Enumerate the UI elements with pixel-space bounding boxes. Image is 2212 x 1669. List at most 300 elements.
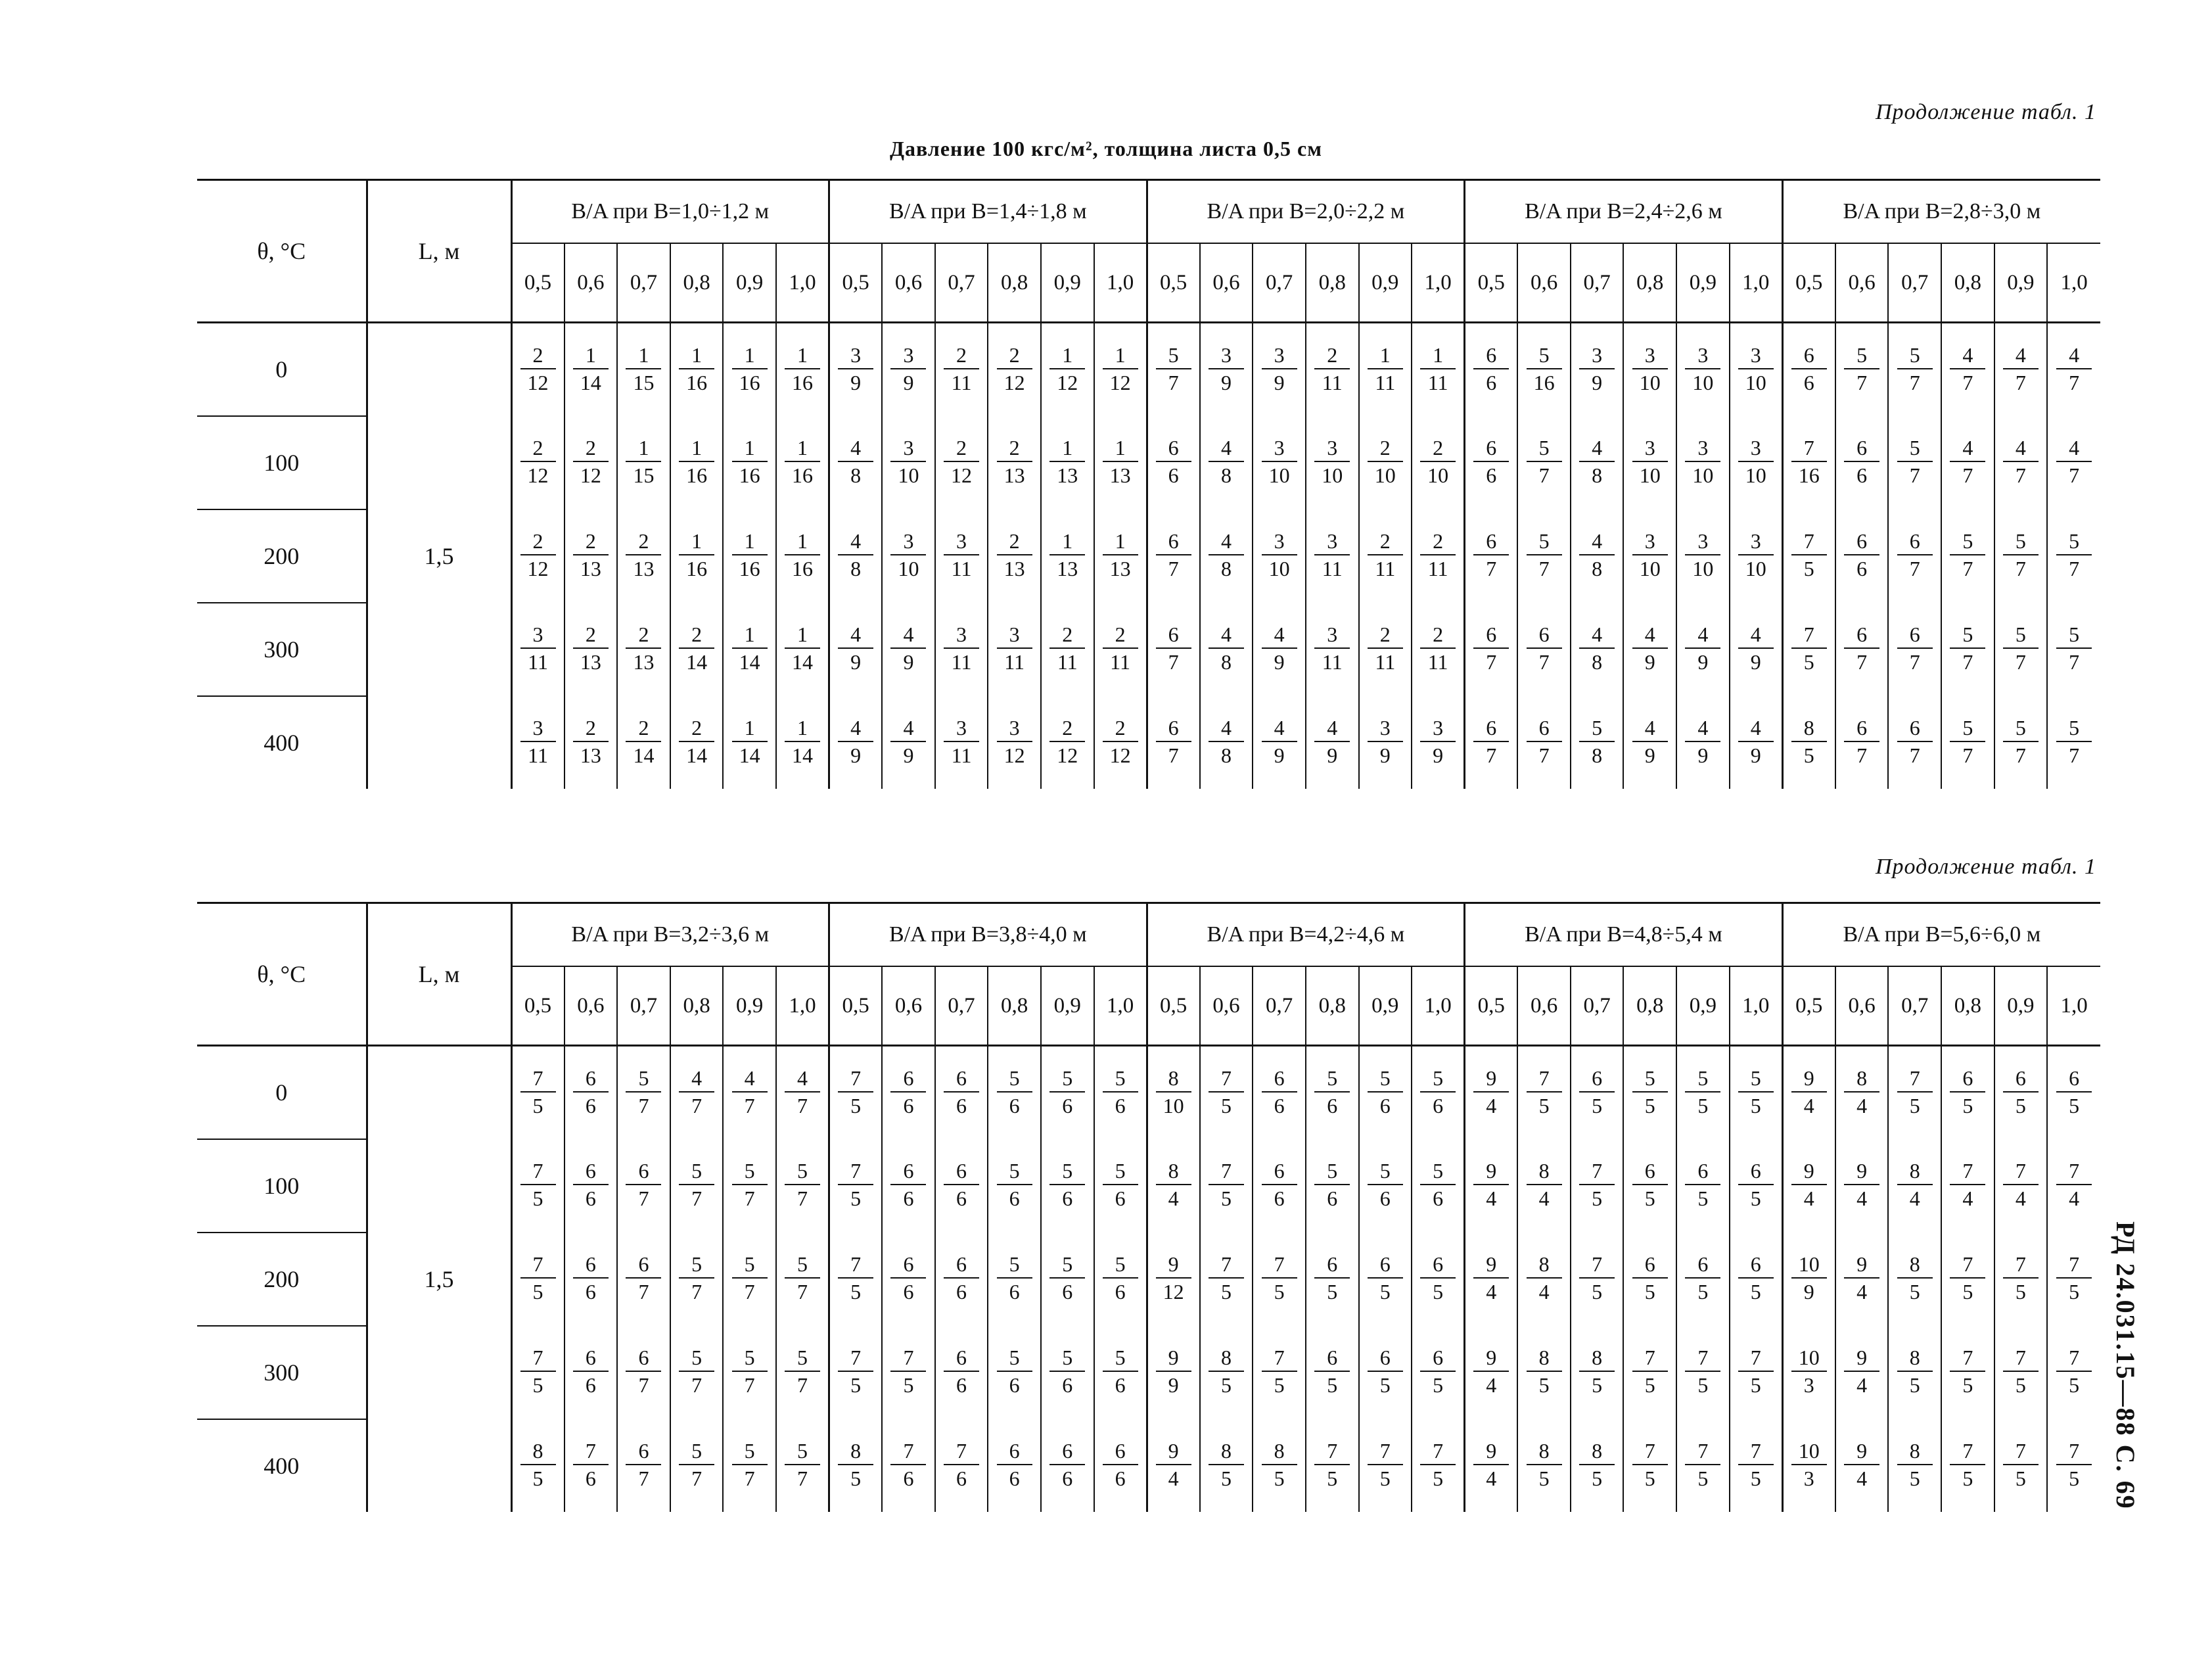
denominator: 6 (585, 1373, 596, 1397)
denominator: 16 (792, 370, 814, 394)
denominator: 5 (1750, 1093, 1761, 1117)
fraction (732, 624, 768, 672)
fraction (2003, 717, 2039, 766)
denominator: 9 (1274, 650, 1285, 674)
denominator: 7 (1856, 370, 1868, 394)
fraction-cell (882, 1419, 935, 1512)
fraction (838, 1068, 873, 1116)
fraction (2003, 1347, 2039, 1396)
fraction-cell (988, 509, 1041, 603)
denominator: 5 (1697, 1280, 1709, 1304)
fraction (520, 1068, 556, 1116)
numerator: 8 (1274, 1438, 1285, 1463)
numerator: 3 (1221, 342, 1232, 367)
denominator: 12 (1003, 743, 1025, 767)
numerator: 7 (850, 1252, 862, 1276)
denominator: 12 (1057, 743, 1078, 767)
fraction-cell (723, 1326, 776, 1419)
ratio-header: 1,0 (1412, 243, 1465, 323)
numerator: 4 (1644, 623, 1655, 646)
denominator: 11 (951, 650, 972, 674)
numerator: 6 (585, 1159, 596, 1183)
fraction-cell (1941, 1233, 1994, 1326)
numerator: 4 (850, 715, 862, 740)
fraction-cell (1253, 1139, 1306, 1233)
denominator: 6 (1009, 1373, 1020, 1397)
denominator: 15 (633, 370, 655, 394)
ratio-header: 0,5 (511, 966, 565, 1046)
fraction-cell (1623, 1046, 1676, 1140)
denominator: 10 (898, 557, 919, 580)
denominator: 10 (1692, 557, 1714, 580)
fraction (1156, 530, 1191, 579)
fraction-cell (935, 603, 988, 696)
fraction-cell (1465, 1419, 1518, 1512)
fraction (838, 1440, 873, 1489)
numerator: 6 (638, 1346, 649, 1369)
fraction-cell (1412, 1233, 1465, 1326)
fraction (1738, 530, 1774, 579)
denominator: 5 (2069, 1093, 2080, 1117)
header-row-groups (197, 180, 2100, 244)
denominator: 16 (686, 370, 708, 394)
fraction (890, 717, 926, 766)
theta-value: 300 (197, 603, 367, 696)
numerator: 5 (1168, 342, 1179, 367)
denominator: 5 (1962, 1373, 1973, 1397)
fraction (1632, 624, 1668, 672)
denominator: 5 (1697, 1373, 1709, 1397)
fraction (1632, 1068, 1668, 1116)
numerator: 8 (1909, 1346, 1920, 1369)
fraction-cell (1676, 1139, 1730, 1233)
fraction-cell (1730, 1419, 1783, 1512)
fraction (1897, 1160, 1933, 1209)
numerator: 7 (1697, 1346, 1709, 1369)
numerator: 3 (1274, 529, 1285, 553)
numerator: 7 (585, 1438, 596, 1463)
numerator: 6 (956, 1066, 967, 1090)
fraction (1103, 437, 1138, 486)
fraction (890, 530, 926, 579)
numerator: 4 (2015, 342, 2026, 367)
denominator: 10 (1163, 1093, 1184, 1117)
denominator: 7 (744, 1187, 755, 1210)
numerator: 8 (1168, 1159, 1179, 1183)
numerator: 6 (585, 1252, 596, 1276)
denominator: 10 (1374, 463, 1396, 487)
fraction (626, 530, 661, 579)
fraction-cell (1994, 1233, 2048, 1326)
numerator: 6 (1379, 1346, 1391, 1369)
denominator: 9 (1750, 743, 1761, 767)
numerator: 7 (2069, 1438, 2080, 1463)
fraction-cell (1094, 1419, 1147, 1512)
numerator: 1 (797, 623, 808, 646)
numerator: 2 (638, 529, 649, 553)
numerator: 7 (2069, 1346, 2080, 1369)
fraction-cell (1147, 1046, 1200, 1140)
fraction (1738, 717, 1774, 766)
fraction (1209, 1160, 1244, 1209)
fraction-cell (1359, 603, 1412, 696)
numerator: 5 (1062, 1066, 1073, 1090)
numerator: 7 (903, 1346, 914, 1369)
numerator: 8 (850, 1438, 862, 1463)
numerator: 3 (1327, 623, 1338, 646)
fraction-cell (1359, 509, 1412, 603)
fraction-cell (617, 1326, 670, 1419)
numerator: 2 (532, 436, 543, 459)
fraction (1685, 1160, 1720, 1209)
theta-value: 400 (264, 730, 300, 756)
denominator: 6 (1327, 1187, 1338, 1210)
numerator: 5 (744, 1159, 755, 1183)
numerator: 10 (1798, 1252, 1820, 1276)
fraction-cell (1888, 323, 1941, 417)
numerator: 8 (1592, 1346, 1603, 1369)
fraction (1209, 1440, 1244, 1489)
fraction (1844, 530, 1879, 579)
fraction-cell (565, 416, 618, 509)
denominator: 7 (691, 1187, 703, 1210)
fraction (1685, 624, 1720, 672)
fraction (2056, 530, 2092, 579)
numerator: 4 (1221, 436, 1232, 459)
fraction (1156, 624, 1191, 672)
denominator: 7 (797, 1466, 808, 1490)
denominator: 6 (1168, 463, 1179, 487)
numerator: 5 (1009, 1159, 1020, 1183)
fraction (2056, 1068, 2092, 1116)
fraction-cell (829, 416, 883, 509)
numerator: 6 (1962, 1066, 1973, 1090)
fraction (1420, 437, 1456, 486)
fraction (1473, 717, 1509, 766)
numerator: 5 (1379, 1159, 1391, 1183)
fraction-cell (1465, 1139, 1518, 1233)
numerator: 7 (1221, 1159, 1232, 1183)
numerator: 7 (2069, 1252, 2080, 1276)
fraction-cell (1676, 603, 1730, 696)
denominator: 11 (1322, 650, 1343, 674)
fraction (1420, 1254, 1456, 1302)
numerator: 4 (2069, 342, 2080, 367)
numerator: 1 (744, 623, 755, 646)
denominator: 5 (1379, 1280, 1391, 1304)
denominator: 5 (1221, 1466, 1232, 1490)
ratio-header: 0,9 (1041, 243, 1094, 323)
numerator: 9 (1486, 1066, 1497, 1090)
group-header: B/A при B=1,0÷1,2 м (511, 180, 829, 244)
fraction (1049, 1254, 1085, 1302)
denominator: 9 (850, 743, 862, 767)
fraction (890, 1068, 926, 1116)
fraction-cell (2047, 1139, 2100, 1233)
denominator: 8 (1592, 650, 1603, 674)
fraction-cell (1253, 1326, 1306, 1419)
fraction (1579, 437, 1615, 486)
fraction-cell (1200, 696, 1253, 789)
numerator: 6 (956, 1252, 967, 1276)
numerator: 5 (1009, 1346, 1020, 1369)
fraction-cell (670, 603, 724, 696)
numerator: 6 (1856, 529, 1868, 553)
fraction (1262, 530, 1297, 579)
fraction (1738, 624, 1774, 672)
numerator: 1 (744, 342, 755, 367)
fraction-cell (1994, 1419, 2048, 1512)
ratio-header: 0,8 (1941, 966, 1994, 1046)
denominator: 12 (951, 463, 973, 487)
fraction (2003, 530, 2039, 579)
numerator: 4 (1592, 623, 1603, 646)
fraction-cell (1306, 416, 1359, 509)
fraction-cell (1730, 1046, 1783, 1140)
numerator: 3 (956, 715, 967, 740)
ratio-header: 0,8 (1623, 243, 1676, 323)
fraction-cell (723, 696, 776, 789)
fraction-cell (1888, 1419, 1941, 1512)
fraction-cell (1730, 1326, 1783, 1419)
numerator: 5 (1538, 529, 1550, 553)
fraction-cell (670, 1233, 724, 1326)
fraction (1049, 1440, 1085, 1489)
numerator: 4 (744, 1066, 755, 1090)
numerator: 5 (1962, 529, 1973, 553)
fraction-cell (511, 323, 565, 417)
fraction-cell (670, 696, 724, 789)
numerator: 5 (1327, 1159, 1338, 1183)
fraction-cell (1147, 696, 1200, 789)
fraction (1209, 1068, 1244, 1116)
theta-value: 200 (197, 1233, 367, 1326)
denominator: 5 (1592, 1373, 1603, 1397)
numerator: 9 (1486, 1346, 1497, 1369)
denominator: 13 (580, 650, 601, 674)
fraction (1103, 1254, 1138, 1302)
group-header: B/A при B=4,2÷4,6 м (1147, 903, 1465, 967)
denominator: 9 (1750, 650, 1761, 674)
numerator: 7 (1274, 1252, 1285, 1276)
numerator: 5 (1115, 1252, 1126, 1276)
ratio-header: 0,7 (1888, 243, 1941, 323)
fraction-cell (1941, 1139, 1994, 1233)
fraction (1262, 344, 1297, 393)
fraction-cell (511, 696, 565, 789)
denominator: 9 (1274, 370, 1285, 394)
denominator: 5 (1592, 1280, 1603, 1304)
fraction (1950, 1440, 1985, 1489)
denominator: 7 (1909, 743, 1920, 767)
numerator: 2 (585, 623, 596, 646)
ratio-header: 0,6 (1517, 966, 1571, 1046)
fraction (838, 624, 873, 672)
fraction-cell (1730, 323, 1783, 417)
fraction-cell (1041, 1139, 1094, 1233)
denominator: 6 (1274, 1093, 1285, 1117)
fraction (573, 717, 609, 766)
ratio-header: 0,7 (1253, 243, 1306, 323)
denominator: 7 (1486, 650, 1497, 674)
fraction-cell (1623, 416, 1676, 509)
fraction (785, 1160, 820, 1209)
numerator: 4 (1221, 715, 1232, 740)
numerator: 2 (585, 436, 596, 459)
denominator: 9 (1644, 743, 1655, 767)
denominator: 6 (1115, 1373, 1126, 1397)
fraction (944, 1440, 979, 1489)
numerator: 5 (1644, 1066, 1655, 1090)
numerator: 2 (1433, 436, 1444, 459)
denominator: 14 (686, 650, 708, 674)
denominator: 7 (1168, 370, 1179, 394)
fraction-cell (1517, 1326, 1571, 1419)
fraction (1262, 717, 1297, 766)
ratio-header: 1,0 (776, 966, 829, 1046)
numerator: 5 (797, 1252, 808, 1276)
fraction-cell (670, 1326, 724, 1419)
numerator: 6 (1486, 715, 1497, 740)
fraction (2003, 1160, 2039, 1209)
denominator: 4 (1856, 1187, 1868, 1210)
denominator: 5 (2069, 1466, 2080, 1490)
numerator: 4 (1274, 623, 1285, 646)
fraction (1950, 1160, 1985, 1209)
fraction-cell (617, 509, 670, 603)
fraction-cell (1571, 1419, 1624, 1512)
fraction-cell (988, 1139, 1041, 1233)
fraction-cell (1306, 603, 1359, 696)
ratio-header: 0,6 (1200, 966, 1253, 1046)
denominator: 5 (1221, 1187, 1232, 1210)
denominator: 7 (638, 1187, 649, 1210)
denominator: 11 (1057, 650, 1078, 674)
fraction-cell (1200, 1233, 1253, 1326)
numerator: 7 (2015, 1438, 2026, 1463)
numerator: 6 (585, 1346, 596, 1369)
numerator: 3 (1750, 529, 1761, 553)
denominator: 7 (2069, 463, 2080, 487)
denominator: 5 (1750, 1187, 1761, 1210)
fraction-cell (882, 696, 935, 789)
fraction-cell (1994, 696, 2048, 789)
denominator: 12 (1003, 370, 1025, 394)
numerator: 5 (691, 1438, 703, 1463)
numerator: 8 (1909, 1159, 1920, 1183)
fraction (1632, 1160, 1668, 1209)
numerator: 3 (903, 436, 914, 459)
fraction-cell (2047, 509, 2100, 603)
fraction (1262, 1068, 1297, 1116)
denominator: 11 (528, 743, 548, 767)
fraction-cell (1306, 1046, 1359, 1140)
denominator: 7 (2069, 743, 2080, 767)
numerator: 5 (1962, 715, 1973, 740)
numerator: 2 (1009, 436, 1020, 459)
fraction (1156, 717, 1191, 766)
fraction (1049, 1347, 1085, 1396)
numerator: 5 (1433, 1159, 1444, 1183)
denominator: 5 (2015, 1280, 2026, 1304)
fraction (1209, 530, 1244, 579)
fraction-cell (1094, 603, 1147, 696)
fraction-cell (1306, 1419, 1359, 1512)
fraction-cell (2047, 416, 2100, 509)
fraction (1049, 344, 1085, 393)
denominator: 7 (638, 1373, 649, 1397)
fraction (1049, 1160, 1085, 1209)
ratio-header: 0,8 (1306, 243, 1359, 323)
numerator: 6 (1327, 1252, 1338, 1276)
fraction (1685, 717, 1720, 766)
fraction (573, 624, 609, 672)
fraction (1314, 1440, 1350, 1489)
denominator: 9 (1221, 370, 1232, 394)
denominator: 5 (532, 1280, 543, 1304)
fraction (1632, 530, 1668, 579)
fraction-cell (1571, 1326, 1624, 1419)
fraction-cell (1730, 1139, 1783, 1233)
fraction-cell (1782, 603, 1835, 696)
fraction (732, 1347, 768, 1396)
numerator: 9 (1803, 1159, 1814, 1183)
fraction (1420, 1440, 1456, 1489)
theta-value: 0 (197, 1046, 367, 1140)
fraction-cell (1094, 509, 1147, 603)
numerator: 5 (1538, 436, 1550, 459)
fraction-cell (1147, 1419, 1200, 1512)
numerator: 4 (1592, 529, 1603, 553)
fraction-cell (1888, 1233, 1941, 1326)
denominator: 9 (1379, 743, 1391, 767)
denominator: 11 (1110, 650, 1130, 674)
numerator: 6 (1909, 715, 1920, 740)
denominator: 5 (850, 1187, 862, 1210)
fraction-cell (1253, 603, 1306, 696)
fraction-cell (1782, 323, 1835, 417)
numerator: 6 (1538, 623, 1550, 646)
fraction-cell (1835, 1046, 1889, 1140)
numerator: 7 (1697, 1438, 1709, 1463)
fraction-cell (1147, 323, 1200, 417)
denominator: 5 (1909, 1280, 1920, 1304)
denominator: 5 (1274, 1466, 1285, 1490)
fraction-cell (511, 1419, 565, 1512)
fraction (997, 1254, 1032, 1302)
denominator: 11 (1322, 370, 1343, 394)
denominator: 5 (1803, 743, 1814, 767)
fraction (1314, 1254, 1350, 1302)
denominator: 11 (1427, 557, 1448, 580)
fraction-cell (1094, 1326, 1147, 1419)
fraction-cell (1253, 323, 1306, 417)
denominator: 13 (580, 743, 601, 767)
numerator: 3 (1697, 342, 1709, 367)
fraction (1473, 1254, 1509, 1302)
denominator: 11 (951, 557, 972, 580)
fraction-cell (1306, 1233, 1359, 1326)
fraction (1314, 530, 1350, 579)
numerator: 3 (1750, 436, 1761, 459)
denominator: 5 (1750, 1373, 1761, 1397)
numerator: 7 (532, 1159, 543, 1183)
numerator: 5 (1592, 715, 1603, 740)
fraction-cell (1412, 1326, 1465, 1419)
numerator: 4 (1644, 715, 1655, 740)
denominator: 16 (739, 463, 760, 487)
fraction (732, 530, 768, 579)
